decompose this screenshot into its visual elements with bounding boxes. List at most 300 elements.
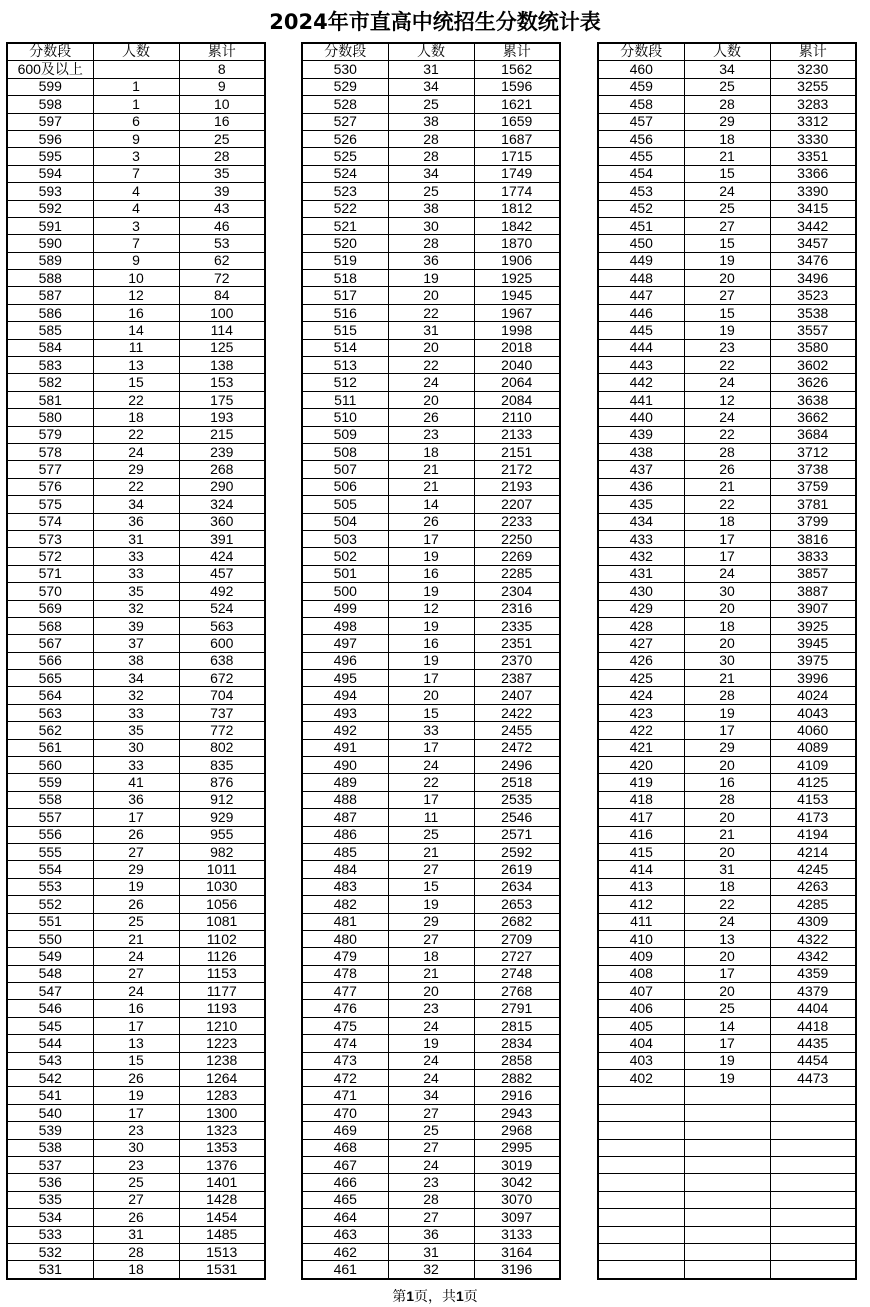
cumulative-cell: 3442 — [770, 217, 856, 234]
count-cell: 18 — [388, 948, 474, 965]
header-cumulative: 累计 — [474, 43, 560, 61]
cumulative-cell: 2285 — [474, 565, 560, 582]
count-cell: 24 — [93, 948, 179, 965]
table-row — [7, 78, 265, 95]
table-row — [598, 443, 856, 460]
score-range-cell: 472 — [302, 1070, 388, 1087]
cumulative-cell — [770, 1261, 856, 1279]
cumulative-cell: 3255 — [770, 78, 856, 95]
cumulative-cell: 1967 — [474, 304, 560, 321]
count-cell: 19 — [684, 1052, 770, 1069]
score-range-cell: 485 — [302, 843, 388, 860]
count-cell: 34 — [388, 165, 474, 182]
cumulative-cell: 8 — [179, 61, 265, 78]
score-range-cell: 568 — [7, 617, 93, 634]
count-cell: 27 — [388, 1209, 474, 1226]
cumulative-cell: 239 — [179, 443, 265, 460]
table-row — [7, 530, 265, 547]
score-range-cell: 529 — [302, 78, 388, 95]
score-range-cell: 569 — [7, 600, 93, 617]
count-cell: 33 — [93, 757, 179, 774]
score-range-cell: 556 — [7, 826, 93, 843]
count-cell — [684, 1209, 770, 1226]
score-range-cell: 530 — [302, 61, 388, 78]
table-row — [7, 948, 265, 965]
score-range-cell: 567 — [7, 635, 93, 652]
table-row — [302, 357, 560, 374]
cumulative-cell: 2546 — [474, 809, 560, 826]
count-cell: 17 — [684, 965, 770, 982]
table-row — [302, 61, 560, 78]
score-range-cell: 433 — [598, 530, 684, 547]
count-cell: 27 — [388, 1139, 474, 1156]
count-cell: 22 — [684, 426, 770, 443]
cumulative-cell: 1621 — [474, 96, 560, 113]
table-row — [7, 774, 265, 791]
count-cell: 25 — [93, 913, 179, 930]
score-range-cell: 494 — [302, 687, 388, 704]
table-row — [7, 878, 265, 895]
cumulative-cell: 215 — [179, 426, 265, 443]
score-range-cell: 502 — [302, 548, 388, 565]
cumulative-cell: 1223 — [179, 1035, 265, 1052]
count-cell: 12 — [388, 600, 474, 617]
table-row — [302, 896, 560, 913]
cumulative-cell: 1030 — [179, 878, 265, 895]
count-cell: 23 — [684, 339, 770, 356]
table-row — [7, 217, 265, 234]
score-range-cell: 447 — [598, 287, 684, 304]
table-row — [302, 722, 560, 739]
page-footer — [0, 1287, 870, 1306]
cumulative-cell: 3164 — [474, 1243, 560, 1260]
score-range-cell: 572 — [7, 548, 93, 565]
cumulative-cell: 153 — [179, 374, 265, 391]
count-cell: 24 — [388, 1052, 474, 1069]
score-range-cell: 570 — [7, 583, 93, 600]
cumulative-cell: 25 — [179, 130, 265, 147]
table-row — [7, 1052, 265, 1069]
score-range-cell: 491 — [302, 739, 388, 756]
table-row — [598, 548, 856, 565]
table-row — [7, 304, 265, 321]
score-range-cell: 561 — [7, 739, 93, 756]
table-row — [598, 791, 856, 808]
score-range-cell: 508 — [302, 443, 388, 460]
count-cell: 17 — [684, 1035, 770, 1052]
cumulative-cell: 1945 — [474, 287, 560, 304]
count-cell: 3 — [93, 217, 179, 234]
cumulative-cell: 2172 — [474, 461, 560, 478]
score-range-cell: 455 — [598, 148, 684, 165]
count-cell: 4 — [93, 183, 179, 200]
count-cell: 21 — [684, 826, 770, 843]
table-row — [7, 513, 265, 530]
cumulative-cell: 2335 — [474, 617, 560, 634]
count-cell: 7 — [93, 235, 179, 252]
score-range-cell: 598 — [7, 96, 93, 113]
table-row — [7, 913, 265, 930]
score-range-cell: 510 — [302, 409, 388, 426]
table-row — [302, 235, 560, 252]
count-cell: 1 — [93, 96, 179, 113]
table-row — [302, 478, 560, 495]
score-table-3 — [597, 42, 857, 1280]
score-range-cell: 439 — [598, 426, 684, 443]
cumulative-cell: 4322 — [770, 930, 856, 947]
count-cell: 24 — [388, 1017, 474, 1034]
table-row — [302, 861, 560, 878]
score-range-cell: 528 — [302, 96, 388, 113]
table-row — [598, 930, 856, 947]
score-range-cell: 441 — [598, 391, 684, 408]
table-row — [302, 496, 560, 513]
score-range-cell: 513 — [302, 357, 388, 374]
cumulative-cell: 2064 — [474, 374, 560, 391]
score-range-cell: 462 — [302, 1243, 388, 1260]
score-range-cell: 563 — [7, 704, 93, 721]
count-cell: 36 — [93, 791, 179, 808]
table-row — [7, 1139, 265, 1156]
cumulative-cell: 3330 — [770, 130, 856, 147]
table-row — [598, 513, 856, 530]
cumulative-cell: 2304 — [474, 583, 560, 600]
count-cell: 30 — [93, 1139, 179, 1156]
cumulative-cell: 2768 — [474, 983, 560, 1000]
cumulative-cell: 704 — [179, 687, 265, 704]
table-row — [598, 130, 856, 147]
table-row — [598, 600, 856, 617]
table-row — [302, 774, 560, 791]
cumulative-cell: 2422 — [474, 704, 560, 721]
table-row — [598, 78, 856, 95]
count-cell: 30 — [388, 217, 474, 234]
score-range-cell: 560 — [7, 757, 93, 774]
score-range-cell: 450 — [598, 235, 684, 252]
table-row — [7, 235, 265, 252]
score-table-2 — [301, 42, 561, 1280]
table-row — [7, 183, 265, 200]
count-cell — [93, 61, 179, 78]
count-cell: 20 — [684, 635, 770, 652]
count-cell: 38 — [388, 113, 474, 130]
score-range-cell: 542 — [7, 1070, 93, 1087]
count-cell: 27 — [388, 861, 474, 878]
table-row — [598, 583, 856, 600]
score-range-cell: 403 — [598, 1052, 684, 1069]
table-row — [302, 322, 560, 339]
count-cell: 25 — [388, 183, 474, 200]
count-cell: 15 — [684, 304, 770, 321]
cumulative-cell: 3042 — [474, 1174, 560, 1191]
cumulative-cell: 2995 — [474, 1139, 560, 1156]
score-range-cell: 484 — [302, 861, 388, 878]
table-row — [302, 1017, 560, 1034]
score-range-cell: 551 — [7, 913, 93, 930]
score-range-cell: 591 — [7, 217, 93, 234]
cumulative-cell: 2407 — [474, 687, 560, 704]
score-range-cell: 425 — [598, 670, 684, 687]
table-row — [598, 635, 856, 652]
cumulative-cell: 290 — [179, 478, 265, 495]
header-row — [7, 43, 265, 61]
score-range-cell: 464 — [302, 1209, 388, 1226]
header-count: 人数 — [388, 43, 474, 61]
count-cell: 32 — [388, 1261, 474, 1279]
cumulative-cell: 3799 — [770, 513, 856, 530]
score-range-cell: 438 — [598, 443, 684, 460]
cumulative-cell: 4153 — [770, 791, 856, 808]
table-row — [7, 791, 265, 808]
cumulative-cell: 2316 — [474, 600, 560, 617]
cumulative-cell: 876 — [179, 774, 265, 791]
count-cell: 33 — [93, 565, 179, 582]
cumulative-cell: 3476 — [770, 252, 856, 269]
score-range-cell: 479 — [302, 948, 388, 965]
score-range-cell: 518 — [302, 270, 388, 287]
score-range-cell: 514 — [302, 339, 388, 356]
count-cell: 15 — [388, 878, 474, 895]
table-row — [598, 1243, 856, 1260]
count-cell: 31 — [93, 1226, 179, 1243]
table-row — [302, 1243, 560, 1260]
cumulative-cell: 4473 — [770, 1070, 856, 1087]
table-row — [7, 1174, 265, 1191]
count-cell: 41 — [93, 774, 179, 791]
count-cell: 20 — [388, 391, 474, 408]
table-row — [598, 1035, 856, 1052]
table-row — [7, 426, 265, 443]
count-cell: 15 — [388, 704, 474, 721]
cumulative-cell: 4418 — [770, 1017, 856, 1034]
cumulative-cell: 3133 — [474, 1226, 560, 1243]
count-cell: 24 — [93, 443, 179, 460]
count-cell: 24 — [388, 757, 474, 774]
cumulative-cell: 929 — [179, 809, 265, 826]
count-cell: 34 — [93, 496, 179, 513]
count-cell: 7 — [93, 165, 179, 182]
cumulative-cell: 1485 — [179, 1226, 265, 1243]
score-range-cell: 445 — [598, 322, 684, 339]
score-range-cell: 511 — [302, 391, 388, 408]
table-row — [598, 896, 856, 913]
table-row — [7, 496, 265, 513]
score-range-cell: 574 — [7, 513, 93, 530]
table-row — [7, 1035, 265, 1052]
table-row — [598, 704, 856, 721]
score-range-cell: 423 — [598, 704, 684, 721]
score-range-cell: 590 — [7, 235, 93, 252]
score-range-cell: 549 — [7, 948, 93, 965]
count-cell: 30 — [684, 583, 770, 600]
cumulative-cell: 4043 — [770, 704, 856, 721]
cumulative-cell — [770, 1157, 856, 1174]
count-cell: 38 — [93, 652, 179, 669]
count-cell: 31 — [684, 861, 770, 878]
count-cell: 21 — [684, 148, 770, 165]
table-row — [302, 913, 560, 930]
footer-middle: 页，共 — [414, 1289, 456, 1305]
table-row — [598, 426, 856, 443]
count-cell: 20 — [684, 270, 770, 287]
score-range-cell: 458 — [598, 96, 684, 113]
score-range-cell: 402 — [598, 1070, 684, 1087]
cumulative-cell: 1454 — [179, 1209, 265, 1226]
score-range-cell: 517 — [302, 287, 388, 304]
score-range-cell: 566 — [7, 652, 93, 669]
score-range-cell: 476 — [302, 1000, 388, 1017]
score-range-cell: 430 — [598, 583, 684, 600]
table-row — [302, 930, 560, 947]
cumulative-cell: 3557 — [770, 322, 856, 339]
score-range-cell: 422 — [598, 722, 684, 739]
count-cell: 21 — [684, 478, 770, 495]
table-row — [7, 757, 265, 774]
score-range-cell: 499 — [302, 600, 388, 617]
table-row — [302, 826, 560, 843]
score-range-cell: 576 — [7, 478, 93, 495]
count-cell: 19 — [388, 548, 474, 565]
count-cell: 9 — [93, 252, 179, 269]
cumulative-cell: 1193 — [179, 1000, 265, 1017]
cumulative-cell: 3759 — [770, 478, 856, 495]
count-cell: 18 — [684, 130, 770, 147]
count-cell: 25 — [684, 200, 770, 217]
cumulative-cell: 955 — [179, 826, 265, 843]
score-range-cell — [598, 1174, 684, 1191]
count-cell: 25 — [684, 78, 770, 95]
cumulative-cell: 3602 — [770, 357, 856, 374]
cumulative-cell: 4379 — [770, 983, 856, 1000]
table-row — [7, 148, 265, 165]
table-row — [302, 443, 560, 460]
score-range-cell: 451 — [598, 217, 684, 234]
score-range-cell: 407 — [598, 983, 684, 1000]
score-range-cell: 482 — [302, 896, 388, 913]
score-range-cell: 581 — [7, 391, 93, 408]
count-cell: 21 — [93, 930, 179, 947]
cumulative-cell: 3351 — [770, 148, 856, 165]
cumulative-cell: 2207 — [474, 496, 560, 513]
score-range-cell — [598, 1087, 684, 1104]
count-cell: 14 — [93, 322, 179, 339]
cumulative-cell: 1428 — [179, 1191, 265, 1208]
score-range-cell: 597 — [7, 113, 93, 130]
count-cell: 27 — [684, 287, 770, 304]
table-row — [302, 757, 560, 774]
count-cell: 18 — [684, 878, 770, 895]
count-cell: 24 — [388, 374, 474, 391]
count-cell — [684, 1174, 770, 1191]
table-row — [302, 1209, 560, 1226]
score-range-cell: 554 — [7, 861, 93, 878]
cumulative-cell: 324 — [179, 496, 265, 513]
cumulative-cell: 4285 — [770, 896, 856, 913]
cumulative-cell: 1081 — [179, 913, 265, 930]
table-row — [7, 739, 265, 756]
score-range-cell — [598, 1191, 684, 1208]
cumulative-cell: 1126 — [179, 948, 265, 965]
count-cell: 28 — [684, 687, 770, 704]
score-range-cell: 506 — [302, 478, 388, 495]
score-range-cell: 579 — [7, 426, 93, 443]
cumulative-cell: 2709 — [474, 930, 560, 947]
count-cell: 25 — [93, 1174, 179, 1191]
count-cell: 27 — [684, 217, 770, 234]
cumulative-cell: 2834 — [474, 1035, 560, 1052]
count-cell: 27 — [388, 1104, 474, 1121]
score-range-cell: 442 — [598, 374, 684, 391]
count-cell: 18 — [684, 513, 770, 530]
score-range-cell: 453 — [598, 183, 684, 200]
table-row — [598, 496, 856, 513]
score-range-cell: 548 — [7, 965, 93, 982]
table-row — [7, 652, 265, 669]
count-cell — [684, 1157, 770, 1174]
cumulative-cell — [770, 1174, 856, 1191]
table-row — [598, 861, 856, 878]
cumulative-cell: 492 — [179, 583, 265, 600]
table-row — [302, 809, 560, 826]
cumulative-cell: 2018 — [474, 339, 560, 356]
cumulative-cell: 424 — [179, 548, 265, 565]
count-cell: 16 — [684, 774, 770, 791]
table-row — [7, 1087, 265, 1104]
cumulative-cell: 138 — [179, 357, 265, 374]
table-row — [7, 1017, 265, 1034]
cumulative-cell: 10 — [179, 96, 265, 113]
score-range-cell: 480 — [302, 930, 388, 947]
score-range-cell: 587 — [7, 287, 93, 304]
score-range-cell: 527 — [302, 113, 388, 130]
count-cell: 11 — [388, 809, 474, 826]
cumulative-cell: 2370 — [474, 652, 560, 669]
count-cell: 30 — [684, 652, 770, 669]
cumulative-cell: 3945 — [770, 635, 856, 652]
table-row — [302, 165, 560, 182]
table-row — [302, 530, 560, 547]
table-row — [7, 617, 265, 634]
cumulative-cell: 638 — [179, 652, 265, 669]
cumulative-cell: 2968 — [474, 1122, 560, 1139]
score-range-cell: 536 — [7, 1174, 93, 1191]
table-row — [302, 704, 560, 721]
table-row — [598, 165, 856, 182]
cumulative-cell: 3070 — [474, 1191, 560, 1208]
cumulative-cell: 563 — [179, 617, 265, 634]
count-cell: 24 — [93, 983, 179, 1000]
table-row — [302, 96, 560, 113]
count-cell: 26 — [93, 896, 179, 913]
score-range-cell: 418 — [598, 791, 684, 808]
table-row — [598, 809, 856, 826]
table-row — [7, 1261, 265, 1279]
cumulative-cell: 193 — [179, 409, 265, 426]
score-range-cell: 477 — [302, 983, 388, 1000]
count-cell: 35 — [93, 583, 179, 600]
table-row — [598, 530, 856, 547]
cumulative-cell: 2858 — [474, 1052, 560, 1069]
score-range-cell: 571 — [7, 565, 93, 582]
cumulative-cell — [770, 1243, 856, 1260]
score-range-cell — [598, 1157, 684, 1174]
cumulative-cell — [770, 1226, 856, 1243]
count-cell: 31 — [93, 530, 179, 547]
cumulative-cell: 1210 — [179, 1017, 265, 1034]
count-cell: 18 — [93, 409, 179, 426]
count-cell: 18 — [93, 1261, 179, 1279]
count-cell: 6 — [93, 113, 179, 130]
